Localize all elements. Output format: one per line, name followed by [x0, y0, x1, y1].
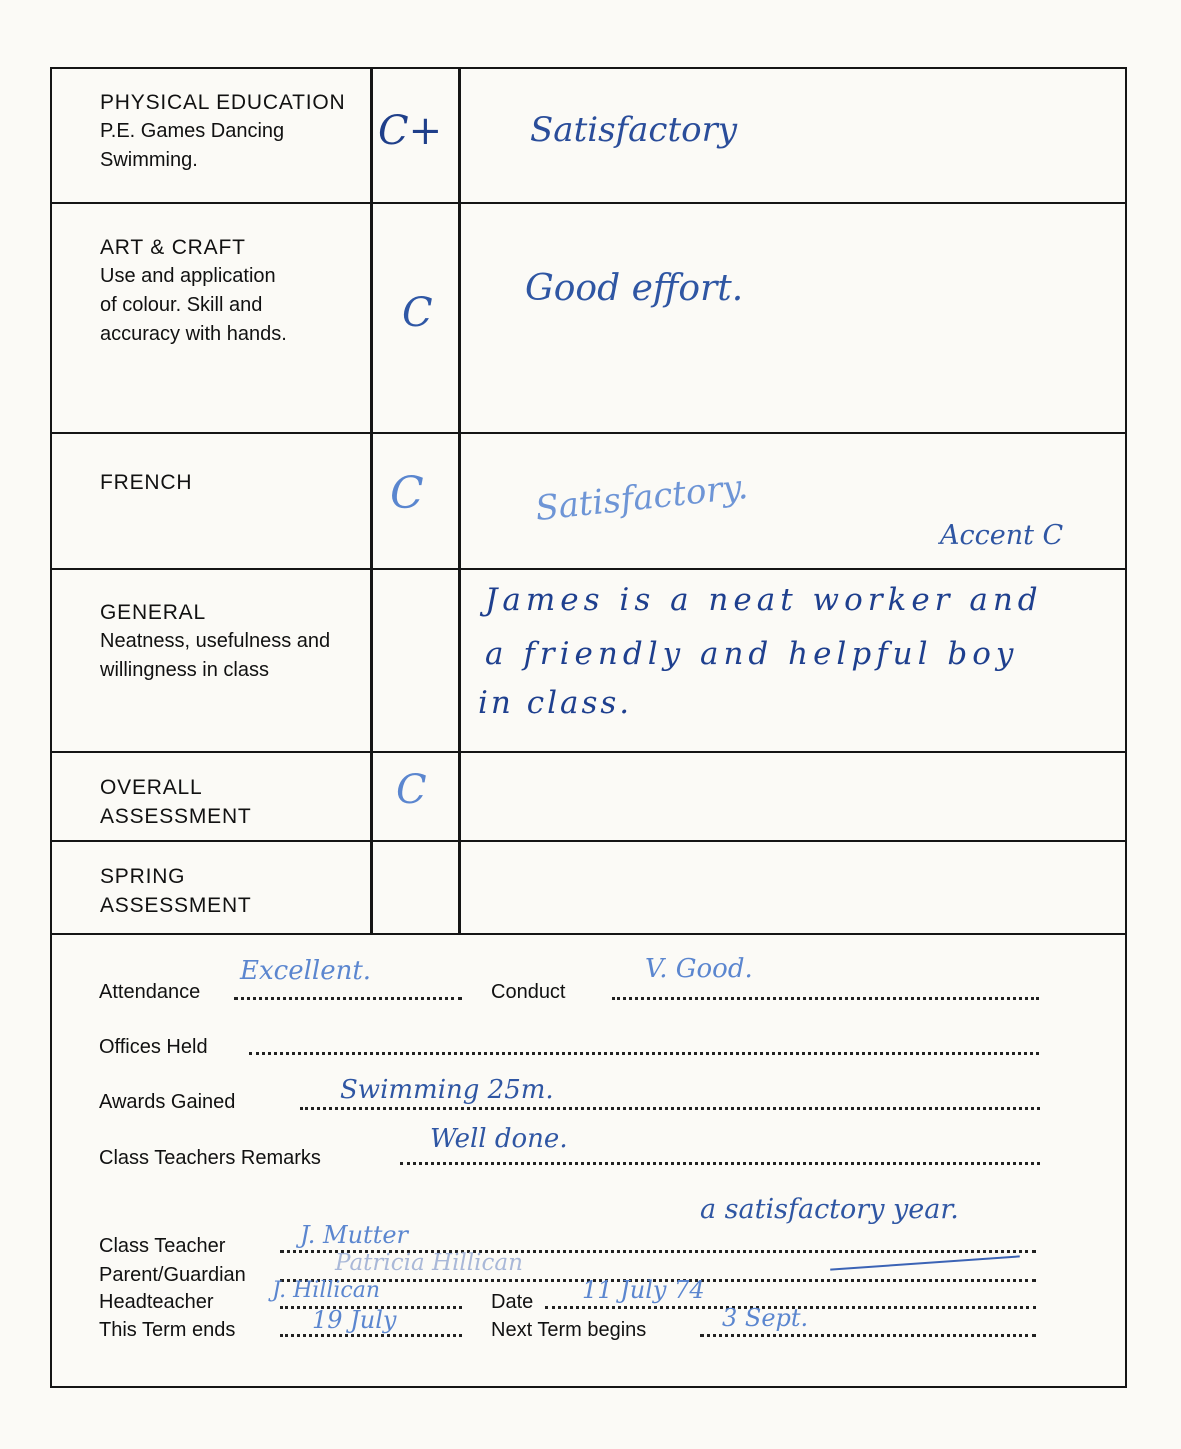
class-teachers-remarks-value: Well done.: [430, 1124, 568, 1154]
subject-title: ASSESSMENT: [100, 805, 252, 828]
subject-title: SPRING: [100, 865, 186, 888]
parent-guardian-label: Parent/Guardian: [99, 1264, 246, 1286]
attendance-label: Attendance: [99, 981, 201, 1003]
this-term-ends-value: 19 July: [312, 1306, 397, 1334]
comment-general-line: a friendly and helpful boy: [485, 636, 1019, 672]
attendance-value: Excellent.: [240, 956, 372, 986]
subject-title: PHYSICAL EDUCATION: [100, 91, 346, 114]
offices-held-line: [249, 1052, 1039, 1055]
subject-physical-education: [100, 88, 345, 175]
subject-description: accuracy with hands.: [100, 323, 287, 345]
subject-overall: [100, 773, 252, 831]
parent-guardian-signature: Patricia Hillican: [335, 1250, 523, 1276]
next-term-begins-value: 3 Sept.: [722, 1304, 809, 1332]
subject-description: P.E. Games Dancing: [100, 120, 285, 142]
subject-art-craft: [100, 233, 287, 349]
row-divider: [50, 432, 1127, 434]
date-value: 11 July 74: [582, 1276, 705, 1304]
grade-overall: C: [396, 767, 427, 813]
subject-title: GENERAL: [100, 601, 206, 624]
comment-general-line: James is a neat worker and: [485, 582, 1043, 618]
subject-title: OVERALL: [100, 776, 203, 799]
subject-description: Swimming.: [100, 149, 198, 171]
awards-gained-value: Swimming 25m.: [340, 1075, 554, 1105]
grade-french: C: [390, 468, 424, 519]
offices-held-label: Offices Held: [99, 1036, 208, 1058]
this-term-ends-line: [280, 1334, 462, 1337]
subject-description: Use and application: [100, 265, 276, 287]
row-divider: [50, 202, 1127, 204]
subject-description: Neatness, usefulness and: [100, 630, 331, 652]
comment-column-divider: [458, 67, 461, 935]
row-divider: [50, 840, 1127, 842]
class-teacher-label: Class Teacher: [99, 1235, 226, 1257]
subject-title: ART & CRAFT: [100, 236, 246, 259]
table-bottom-divider: [50, 933, 1127, 935]
subject-french: [100, 468, 192, 497]
class-teachers-remarks-label: Class Teachers Remarks: [99, 1147, 321, 1169]
grade-physical-education: C+: [378, 108, 443, 154]
next-term-begins-label: Next Term begins: [491, 1319, 647, 1341]
subject-spring: [100, 862, 252, 920]
comment-art-craft: Good effort.: [525, 268, 744, 309]
grade-column-divider: [370, 67, 373, 935]
conduct-value: V. Good.: [645, 954, 753, 984]
subject-description: of colour. Skill and: [100, 294, 263, 316]
class-teachers-remarks-line: [400, 1162, 1040, 1165]
comment-french-accent: Accent C: [940, 520, 1064, 551]
grade-art-craft: C: [402, 290, 433, 336]
comment-general-line: in class.: [478, 685, 633, 721]
awards-gained-line: [300, 1107, 1040, 1110]
subject-title: FRENCH: [100, 471, 193, 494]
subject-general: [100, 598, 330, 685]
attendance-line: [234, 997, 462, 1000]
row-divider: [50, 751, 1127, 753]
headteacher-signature: J. Hillican: [272, 1278, 381, 1303]
conduct-label: Conduct: [491, 981, 566, 1003]
class-teacher-signature: J. Mutter: [300, 1221, 409, 1249]
subject-title: ASSESSMENT: [100, 894, 252, 917]
row-divider: [50, 568, 1127, 570]
comment-french: Satisfactory.: [533, 466, 750, 530]
next-term-begins-line: [700, 1334, 1036, 1337]
year-note: a satisfactory year.: [700, 1194, 959, 1225]
conduct-line: [612, 997, 1039, 1000]
awards-gained-label: Awards Gained: [99, 1091, 236, 1113]
headteacher-label: Headteacher: [99, 1291, 214, 1313]
date-label: Date: [491, 1291, 534, 1313]
subject-description: willingness in class: [100, 659, 269, 681]
comment-physical-education: Satisfactory: [530, 110, 738, 150]
this-term-ends-label: This Term ends: [99, 1319, 236, 1341]
